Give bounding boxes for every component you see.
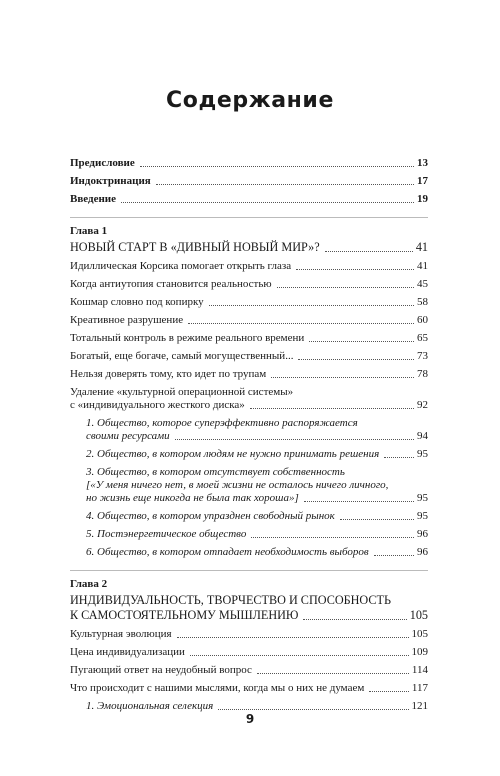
toc-entry-text: Креативное разрушение bbox=[70, 314, 184, 326]
toc-subentry[interactable] bbox=[70, 466, 428, 505]
toc-entry[interactable] bbox=[70, 260, 428, 273]
dot-leader bbox=[271, 377, 414, 378]
dot-leader bbox=[177, 637, 409, 638]
toc-entry-page: 65 bbox=[417, 332, 428, 344]
dot-leader bbox=[303, 619, 406, 620]
toc-entry-page: 117 bbox=[411, 682, 428, 694]
toc-subentry[interactable] bbox=[70, 528, 428, 541]
toc-entry[interactable] bbox=[70, 314, 428, 327]
page-number: 9 bbox=[245, 712, 255, 726]
table-of-contents bbox=[70, 157, 428, 718]
toc-entry-page: 95 bbox=[417, 448, 428, 460]
dot-leader bbox=[250, 408, 414, 409]
toc-subentry[interactable] bbox=[70, 448, 428, 461]
toc-entry-page: 73 bbox=[417, 350, 428, 362]
toc-subentry[interactable] bbox=[70, 417, 428, 443]
toc-entry-text-line2: с «индивидуального жесткого диска» bbox=[70, 399, 245, 411]
toc-entry-page: 114 bbox=[411, 664, 428, 676]
dot-leader bbox=[190, 655, 409, 656]
dot-leader bbox=[304, 501, 414, 502]
toc-entry-text-line1: 1. Общество, которое суперэффективно распоряжается bbox=[86, 417, 358, 429]
toc-entry-text: 2. Общество, в котором людям не нужно принимать решения bbox=[86, 448, 380, 460]
toc-entry-text-line1: 3. Общество, в котором отсутствует собственность bbox=[86, 466, 345, 478]
dot-leader bbox=[121, 202, 414, 203]
toc-entry-introduction[interactable] bbox=[70, 193, 428, 206]
toc-entry-page: 41 bbox=[417, 260, 428, 272]
toc-entry-multiline[interactable] bbox=[70, 386, 428, 412]
dot-leader bbox=[298, 359, 414, 360]
dot-leader bbox=[296, 269, 414, 270]
toc-entry-page: 109 bbox=[411, 646, 428, 658]
toc-entry-page: 96 bbox=[417, 528, 428, 540]
toc-entry-text: Когда антиутопия становится реальностью bbox=[70, 278, 272, 290]
dot-leader bbox=[369, 691, 409, 692]
toc-entry[interactable] bbox=[70, 646, 428, 659]
toc-entry[interactable] bbox=[70, 368, 428, 381]
toc-entry[interactable] bbox=[70, 664, 428, 677]
toc-entry-page: 121 bbox=[411, 700, 428, 712]
toc-entry-page: 17 bbox=[417, 175, 428, 187]
toc-entry[interactable] bbox=[70, 296, 428, 309]
toc-entry[interactable] bbox=[70, 682, 428, 695]
dot-leader bbox=[140, 166, 414, 167]
toc-entry-text: Кошмар словно под копирку bbox=[70, 296, 204, 308]
dot-leader bbox=[277, 287, 414, 288]
toc-entry[interactable] bbox=[70, 278, 428, 291]
chapter-1-heading[interactable] bbox=[70, 240, 428, 255]
toc-entry-page: 92 bbox=[417, 399, 428, 411]
divider bbox=[70, 217, 428, 218]
chapter-1-label: Глава 1 bbox=[70, 225, 108, 237]
toc-entry-text: Что происходит с нашими мыслями, когда мы о них не думаем bbox=[70, 682, 365, 694]
toc-entry-text: Индоктринация bbox=[70, 175, 151, 187]
toc-entry-text-line3: но жизнь еще никогда не была так хороша»] bbox=[86, 492, 299, 504]
toc-entry-text: Нельзя доверять тому, кто идет по трупам bbox=[70, 368, 267, 380]
dot-leader bbox=[325, 251, 413, 252]
toc-subentry[interactable] bbox=[70, 510, 428, 523]
toc-entry-page: 45 bbox=[417, 278, 428, 290]
toc-entry-text-line2: К САМОСТОЯТЕЛЬНОМУ МЫШЛЕНИЮ bbox=[70, 608, 299, 622]
toc-entry-page: 60 bbox=[417, 314, 428, 326]
toc-entry-text: НОВЫЙ СТАРТ В «ДИВНЫЙ НОВЫЙ МИР»? bbox=[70, 240, 320, 254]
dot-leader bbox=[309, 341, 414, 342]
toc-entry-page: 95 bbox=[417, 492, 428, 504]
toc-entry-text-line2: своими ресурсами bbox=[86, 430, 170, 442]
toc-entry-text: Предисловие bbox=[70, 157, 135, 169]
toc-entry-text: Пугающий ответ на неудобный вопрос bbox=[70, 664, 252, 676]
toc-entry-page: 19 bbox=[417, 193, 428, 205]
toc-entry-text: Культурная эволюция bbox=[70, 628, 172, 640]
dot-leader bbox=[384, 457, 414, 458]
toc-entry-text: Введение bbox=[70, 193, 117, 205]
dot-leader bbox=[156, 184, 414, 185]
toc-entry-page: 41 bbox=[415, 240, 428, 254]
toc-entry-text: Идиллическая Корсика помогает открыть глаза bbox=[70, 260, 292, 272]
chapter-2-heading[interactable] bbox=[70, 593, 428, 623]
toc-entry-text: 5. Постэнергетическое общество bbox=[86, 528, 247, 540]
toc-entry-page: 78 bbox=[417, 368, 428, 380]
toc-entry-text: Тотальный контроль в режиме реального времени bbox=[70, 332, 305, 344]
toc-entry-page: 13 bbox=[417, 157, 428, 169]
toc-entry-text-line1: ИНДИВИДУАЛЬНОСТЬ, ТВОРЧЕСТВО И СПОСОБНОСТЬ bbox=[70, 593, 391, 607]
dot-leader bbox=[340, 519, 414, 520]
dot-leader bbox=[374, 555, 414, 556]
toc-entry-indoctrination[interactable] bbox=[70, 175, 428, 188]
toc-entry-page: 96 bbox=[417, 546, 428, 558]
toc-entry-page: 105 bbox=[411, 628, 428, 640]
toc-entry-page: 95 bbox=[417, 510, 428, 522]
dot-leader bbox=[175, 439, 414, 440]
toc-entry-page: 94 bbox=[417, 430, 428, 442]
toc-entry-text: Цена индивидуализации bbox=[70, 646, 185, 658]
toc-entry[interactable] bbox=[70, 332, 428, 345]
dot-leader bbox=[257, 673, 409, 674]
toc-entry-text: 4. Общество, в котором упразднен свободный рынок bbox=[86, 510, 335, 522]
toc-entry-preface[interactable] bbox=[70, 157, 428, 170]
toc-entry-text: 6. Общество, в котором отпадает необходимость выборов bbox=[86, 546, 369, 558]
toc-entry-text: 1. Эмоциональная селекция bbox=[86, 700, 214, 712]
toc-entry[interactable] bbox=[70, 350, 428, 363]
page-title: Содержание bbox=[166, 88, 334, 113]
divider bbox=[70, 570, 428, 571]
toc-entry-text: Богатый, еще богаче, самый могущественный... bbox=[70, 350, 294, 362]
toc-subentry[interactable] bbox=[70, 546, 428, 559]
dot-leader bbox=[218, 709, 408, 710]
chapter-2-label: Глава 2 bbox=[70, 578, 108, 590]
dot-leader bbox=[251, 537, 414, 538]
toc-entry[interactable] bbox=[70, 628, 428, 641]
toc-entry-text-line2: [«У меня ничего нет, в моей жизни не осталось ничего личного, bbox=[86, 479, 389, 491]
toc-entry-page: 105 bbox=[409, 608, 428, 622]
toc-entry-text-line1: Удаление «культурной операционной системы» bbox=[70, 386, 294, 398]
dot-leader bbox=[209, 305, 414, 306]
toc-entry-page: 58 bbox=[417, 296, 428, 308]
dot-leader bbox=[188, 323, 414, 324]
